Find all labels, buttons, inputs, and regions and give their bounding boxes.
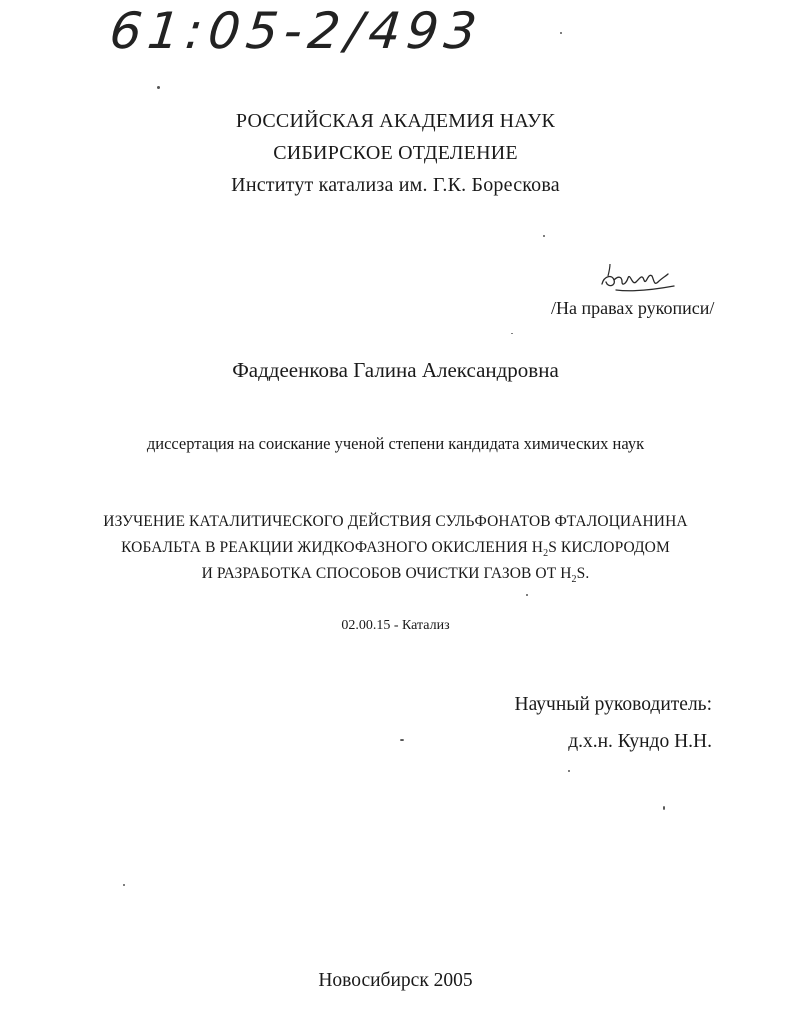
scan-speck	[543, 235, 545, 237]
scan-speck	[123, 884, 125, 886]
supervisor-label: Научный руководитель:	[514, 694, 712, 715]
scan-speck	[526, 594, 528, 596]
title-line-2: КОБАЛЬТА В РЕАКЦИИ ЖИДКОФАЗНОГО ОКИСЛЕНИЯ $H_2S$ КИСЛОРОДОМ	[121, 539, 670, 560]
manuscript-rights: /На правах рукописи/	[551, 298, 715, 318]
degree-statement: диссертация на соискание ученой степени кандидата химических наук	[146, 434, 645, 453]
branch-name: СИБИРСКОЕ ОТДЕЛЕНИЕ	[273, 142, 518, 164]
scan-speck	[663, 806, 665, 810]
author-signature	[596, 262, 678, 298]
scan-speck	[157, 86, 160, 89]
academy-name: РОССИЙСКАЯ АКАДЕМИЯ НАУК	[235, 110, 556, 132]
institute-name: Институт катализа им. Г.К. Борескова	[231, 174, 560, 196]
scan-speck	[560, 32, 562, 34]
scan-speck	[511, 333, 513, 334]
scan-speck	[568, 770, 570, 772]
title-line-3: И РАЗРАБОТКА СПОСОБОВ ОЧИСТКИ ГАЗОВ ОТ $H_2S$.	[201, 565, 590, 586]
scan-speck	[400, 739, 404, 741]
title-line-1: ИЗУЧЕНИЕ КАТАЛИТИЧЕСКОГО ДЕЙСТВИЯ СУЛЬФОНАТОВ ФТАЛОЦИАНИНА	[103, 513, 688, 530]
archive-code: 61:05-2/493	[106, 2, 486, 60]
author-name: Фаддеенкова Галина Александровна	[232, 358, 559, 382]
specialty-code: 02.00.15 - Катализ	[341, 618, 450, 633]
supervisor-name: д.х.н. Кундо Н.Н.	[568, 731, 712, 752]
city-year: Новосибирск 2005	[318, 970, 473, 991]
